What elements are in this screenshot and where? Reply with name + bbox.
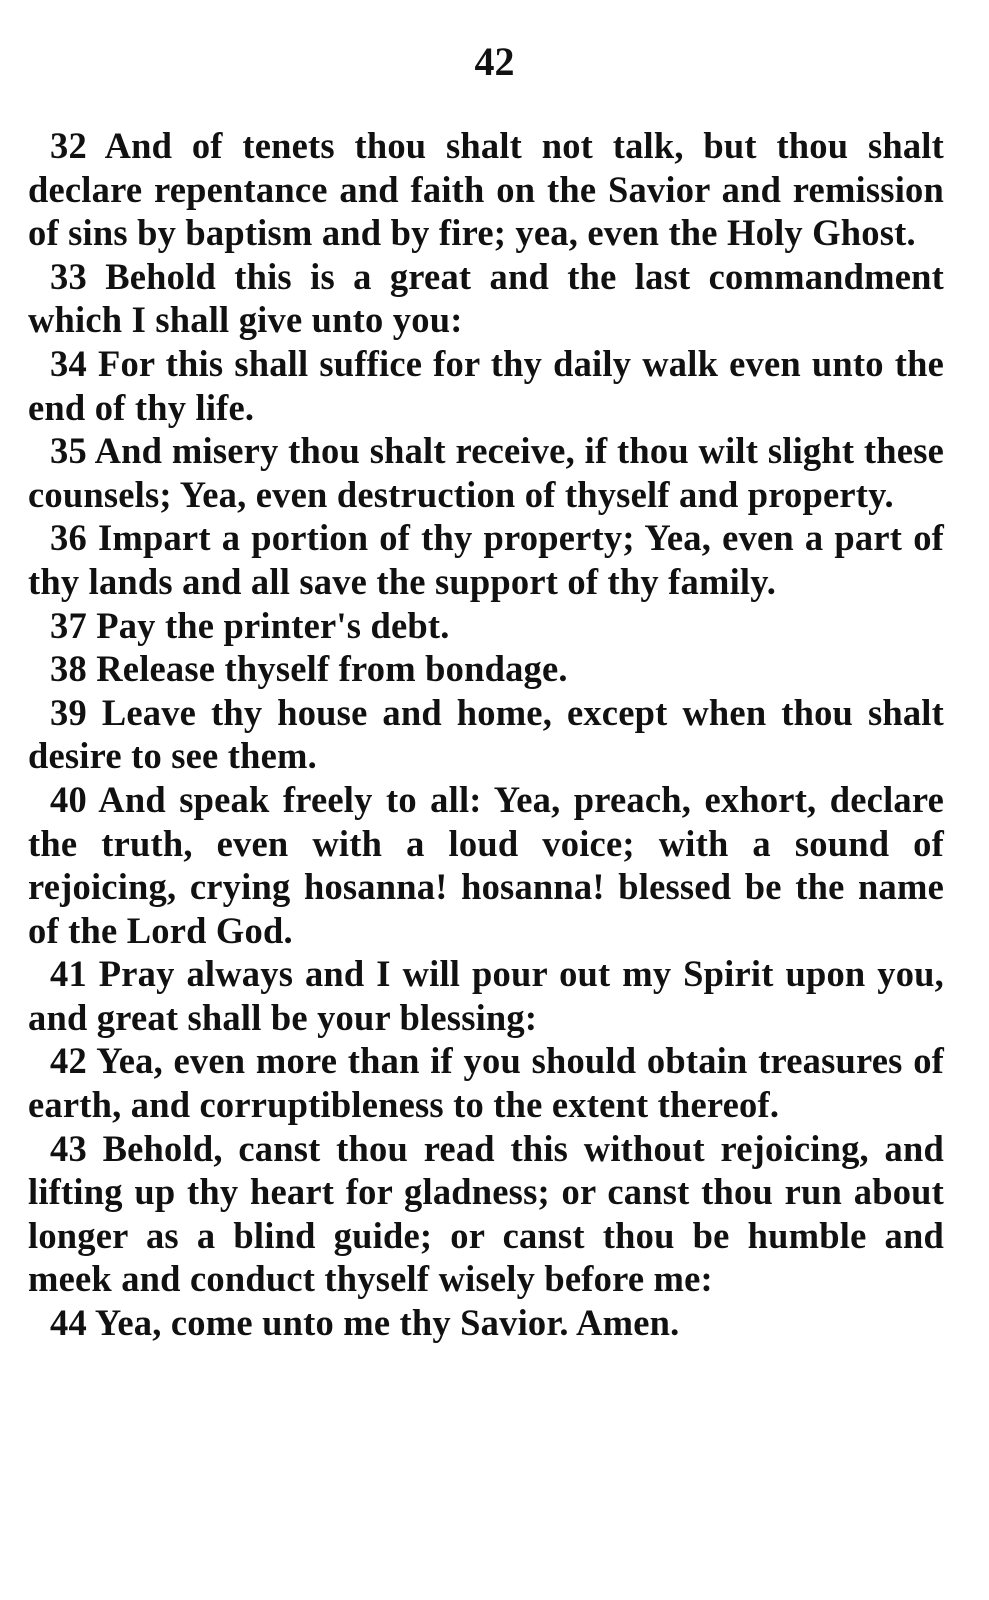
verse-text: And misery thou shalt receive, if thou wilt slight these counsels; Yea, even destruction of thyself and property. bbox=[28, 430, 944, 515]
verse-text: Impart a portion of thy property; Yea, even a part of thy lands and all save the support of thy family. bbox=[28, 517, 944, 602]
verse-text: Pray always and I will pour out my Spirit upon you, and great shall be your blessing: bbox=[28, 953, 945, 1038]
verse-number: 35 bbox=[50, 430, 87, 472]
verse-text: And of tenets thou shalt not talk, but thou shalt declare repentance and faith on the Savior and remission of sins by baptism and by fire; yea, even the Holy Ghost. bbox=[28, 125, 944, 254]
verse-text: Leave thy house and home, except when thou shalt desire to see them. bbox=[28, 691, 945, 777]
verse-number: 44 bbox=[50, 1302, 87, 1344]
verse-number: 38 bbox=[50, 648, 87, 690]
verse-number: 41 bbox=[50, 953, 87, 995]
verse-number: 40 bbox=[50, 778, 87, 820]
verse-33 bbox=[28, 255, 944, 342]
verse-38 bbox=[28, 647, 944, 691]
verse-text: Release thyself from bondage. bbox=[96, 648, 568, 690]
verse-40 bbox=[28, 778, 944, 952]
verse-number: 39 bbox=[50, 691, 87, 733]
verse-number: 32 bbox=[50, 125, 87, 166]
verse-text: Behold this is a great and the last commandment which I shall give unto you: bbox=[28, 255, 945, 341]
verse-text: Yea, come unto me thy Savior. Amen. bbox=[94, 1302, 680, 1344]
verse-39 bbox=[28, 691, 944, 778]
verse-list bbox=[28, 124, 944, 1345]
page-number: 42 bbox=[474, 39, 515, 84]
verse-number: 33 bbox=[50, 255, 87, 297]
verse-44 bbox=[28, 1301, 944, 1345]
verse-text: Pay the printer's debt. bbox=[96, 604, 450, 646]
verse-text: And speak freely to all: Yea, preach, exhort, declare the truth, even with a loud voice; with a sound of rejoicing, crying hosanna! hosanna! blessed be the name of the Lord God. bbox=[28, 778, 945, 951]
verse-number: 34 bbox=[50, 342, 87, 384]
verse-37 bbox=[28, 604, 944, 648]
verse-43 bbox=[28, 1127, 944, 1301]
verse-number: 36 bbox=[50, 517, 87, 559]
verse-number: 42 bbox=[50, 1040, 87, 1082]
verse-number: 43 bbox=[50, 1127, 87, 1169]
verse-36 bbox=[28, 516, 944, 603]
verse-text: Yea, even more than if you should obtain treasures of earth, and corruptibleness to the extent thereof. bbox=[28, 1040, 944, 1126]
verse-35 bbox=[28, 429, 944, 516]
verse-32 bbox=[28, 124, 944, 255]
verse-number: 37 bbox=[50, 604, 87, 646]
verse-41 bbox=[28, 952, 944, 1039]
verse-text: Behold, canst thou read this without rejoicing, and lifting up thy heart for gladness; or canst thou run about longer as a blind guide; or canst thou be humble and meek and conduct thyself wisely before me: bbox=[28, 1127, 944, 1300]
verse-42 bbox=[28, 1039, 944, 1126]
verse-34 bbox=[28, 342, 944, 429]
verse-text: For this shall suffice for thy daily walk even unto the end of thy life. bbox=[28, 342, 945, 428]
